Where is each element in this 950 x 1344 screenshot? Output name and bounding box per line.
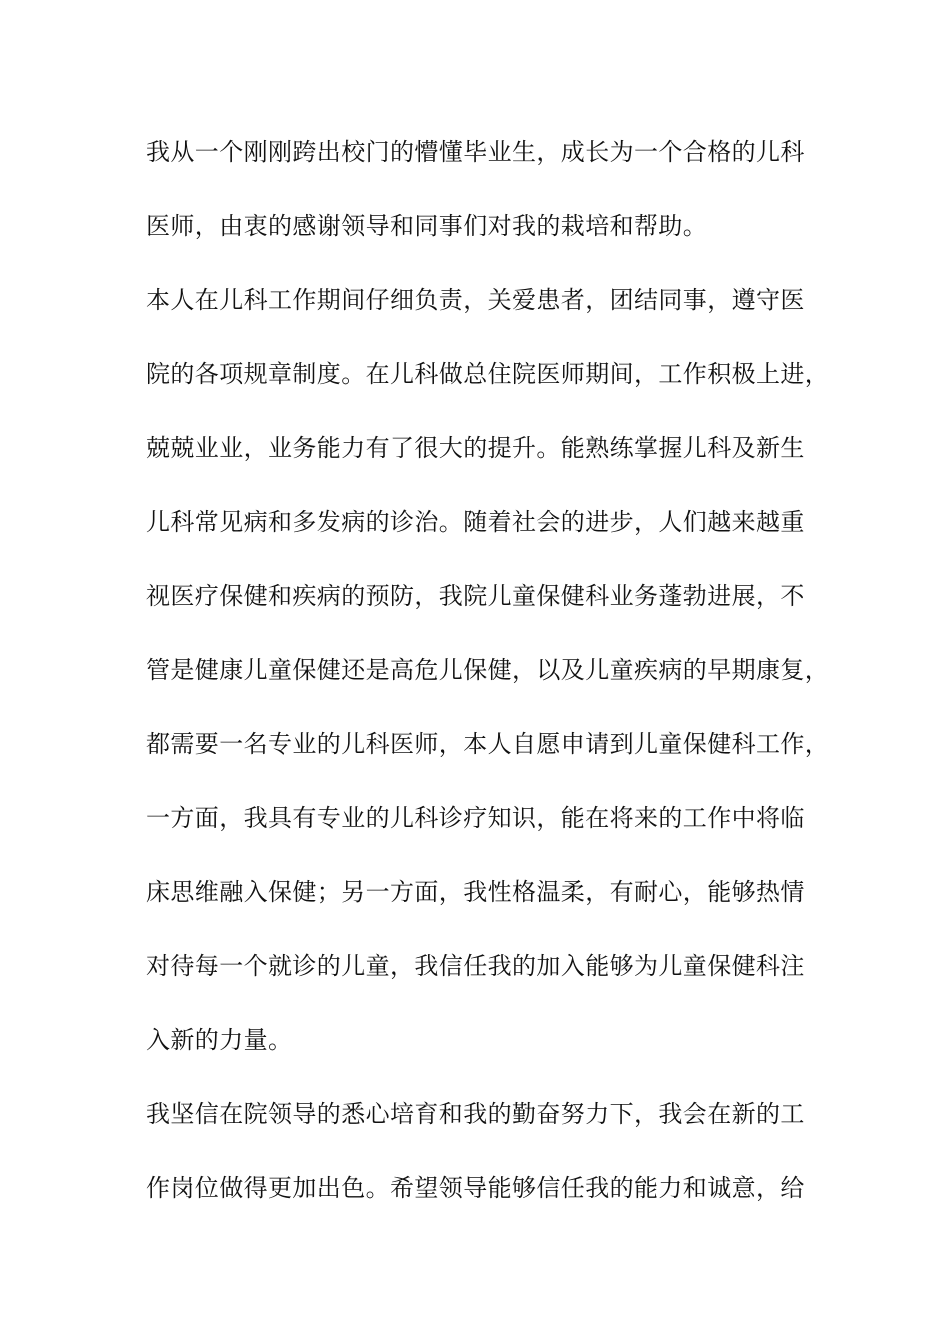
text-line: 对待每一个就诊的儿童，我信任我的加入能够为儿童保健科注 [146, 952, 805, 980]
text-line: 院的各项规章制度。在儿科做总住院医师期间，工作积极上进， [146, 360, 830, 388]
text-line: 本人在儿科工作期间仔细负责，关爱患者，团结同事，遵守医 [146, 286, 805, 314]
text-line: 管是健康儿童保健还是高危儿保健，以及儿童疾病的早期康复， [146, 656, 830, 684]
text-line: 都需要一名专业的儿科医师，本人自愿申请到儿童保健科工作， [146, 730, 830, 758]
text-line: 入新的力量。 [146, 1026, 293, 1054]
text-line: 一方面，我具有专业的儿科诊疗知识，能在将来的工作中将临 [146, 804, 805, 832]
text-line: 医师，由衷的感谢领导和同事们对我的栽培和帮助。 [146, 212, 708, 240]
text-line: 兢兢业业，业务能力有了很大的提升。能熟练掌握儿科及新生 [146, 434, 805, 462]
text-line: 视医疗保健和疾病的预防，我院儿童保健科业务蓬勃进展，不 [146, 582, 805, 610]
text-line: 我从一个刚刚跨出校门的懵懂毕业生，成长为一个合格的儿科 [146, 138, 805, 166]
text-line: 我坚信在院领导的悉心培育和我的勤奋努力下，我会在新的工 [146, 1100, 805, 1128]
text-line: 作岗位做得更加出色。希望领导能够信任我的能力和诚意，给 [146, 1174, 805, 1202]
body-text [146, 127, 830, 1237]
text-line: 床思维融入保健；另一方面，我性格温柔，有耐心，能够热情 [146, 878, 805, 906]
text-line: 儿科常见病和多发病的诊治。随着社会的进步，人们越来越重 [146, 508, 805, 536]
